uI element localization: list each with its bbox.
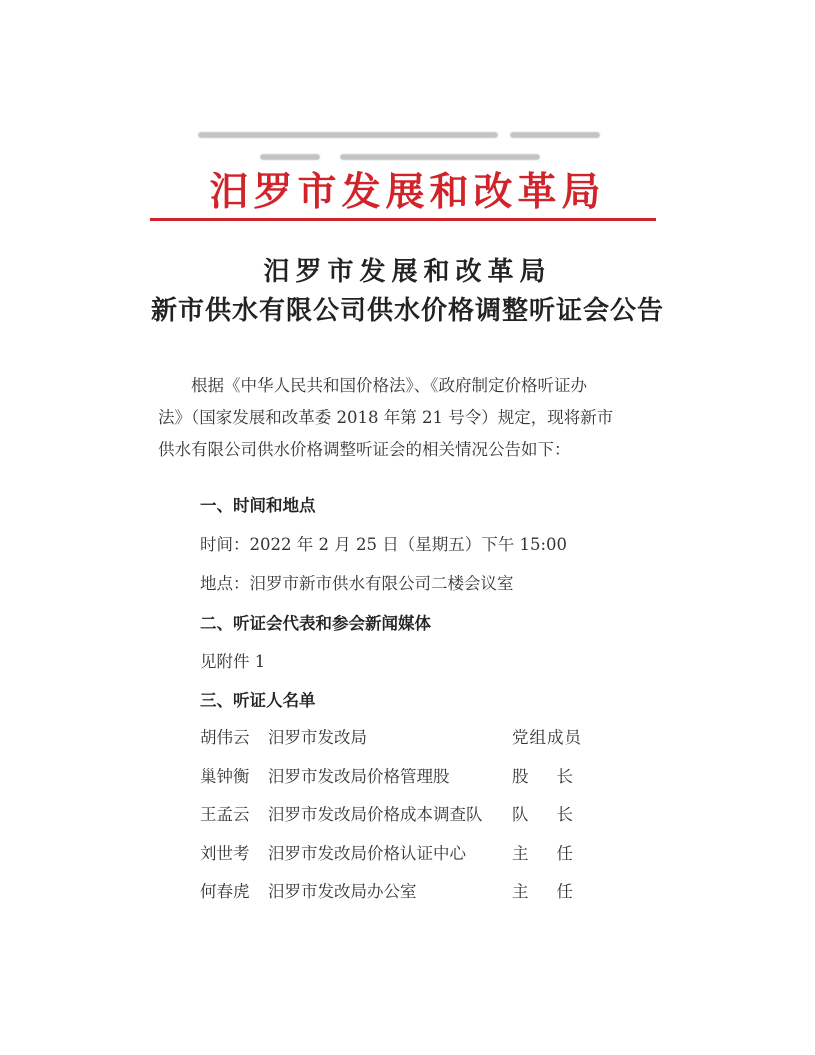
intro-paragraph (158, 370, 658, 466)
person-title: 股长 (512, 767, 601, 786)
title-line-1: 汨罗市发展和改革局 (263, 257, 552, 287)
title-line-2: 新市供水有限公司供水价格调整听证会公告 (150, 296, 664, 326)
person-name: 何春虎 (200, 882, 250, 901)
agency-red-header: 汨罗市发展和改革局 (209, 169, 606, 215)
person-unit: 汨罗市发改局价格管理股 (268, 767, 450, 786)
section-1-place: 地点：汨罗市新市供水有限公司二楼会议室 (200, 574, 514, 593)
intro-line-1: 根据《中华人民共和国价格法》、《政府制定价格听证办 (191, 376, 587, 395)
person-row (0, 724, 815, 754)
section-2-text: 见附件 1 (200, 652, 266, 671)
section-1-time: 时间：2022 年 2 月 25 日（星期五）下午 15:00 (200, 535, 568, 554)
person-row (0, 801, 815, 831)
person-row (0, 763, 815, 793)
person-name: 胡伟云 (200, 728, 250, 747)
person-unit: 汨罗市发改局 (268, 728, 367, 747)
person-title: 主任 (512, 844, 601, 863)
person-name: 王孟云 (200, 805, 250, 824)
section-2-heading: 二、听证会代表和参会新闻媒体 (200, 614, 431, 633)
person-row (0, 840, 815, 870)
person-row (0, 878, 815, 908)
person-title: 主任 (512, 882, 601, 901)
person-unit: 汨罗市发改局价格认证中心 (268, 844, 466, 863)
section-3-heading: 三、听证人名单 (200, 691, 316, 710)
person-name: 巢钟衡 (200, 767, 250, 786)
person-unit: 汨罗市发改局价格成本调查队 (268, 805, 483, 824)
bleed-through-text (170, 128, 640, 168)
person-name: 刘世考 (200, 844, 250, 863)
intro-line-2: 法》（国家发展和改革委 2018 年第 21 号令）规定，现将新市 (158, 408, 614, 427)
person-unit: 汨罗市发改局办公室 (268, 882, 417, 901)
intro-line-3: 供水有限公司供水价格调整听证会的相关情况公告如下： (158, 440, 571, 459)
section-1-heading: 一、时间和地点 (200, 496, 316, 515)
person-title: 队长 (512, 805, 601, 824)
red-rule-divider (150, 218, 656, 221)
person-title: 党组成员 (512, 728, 582, 747)
